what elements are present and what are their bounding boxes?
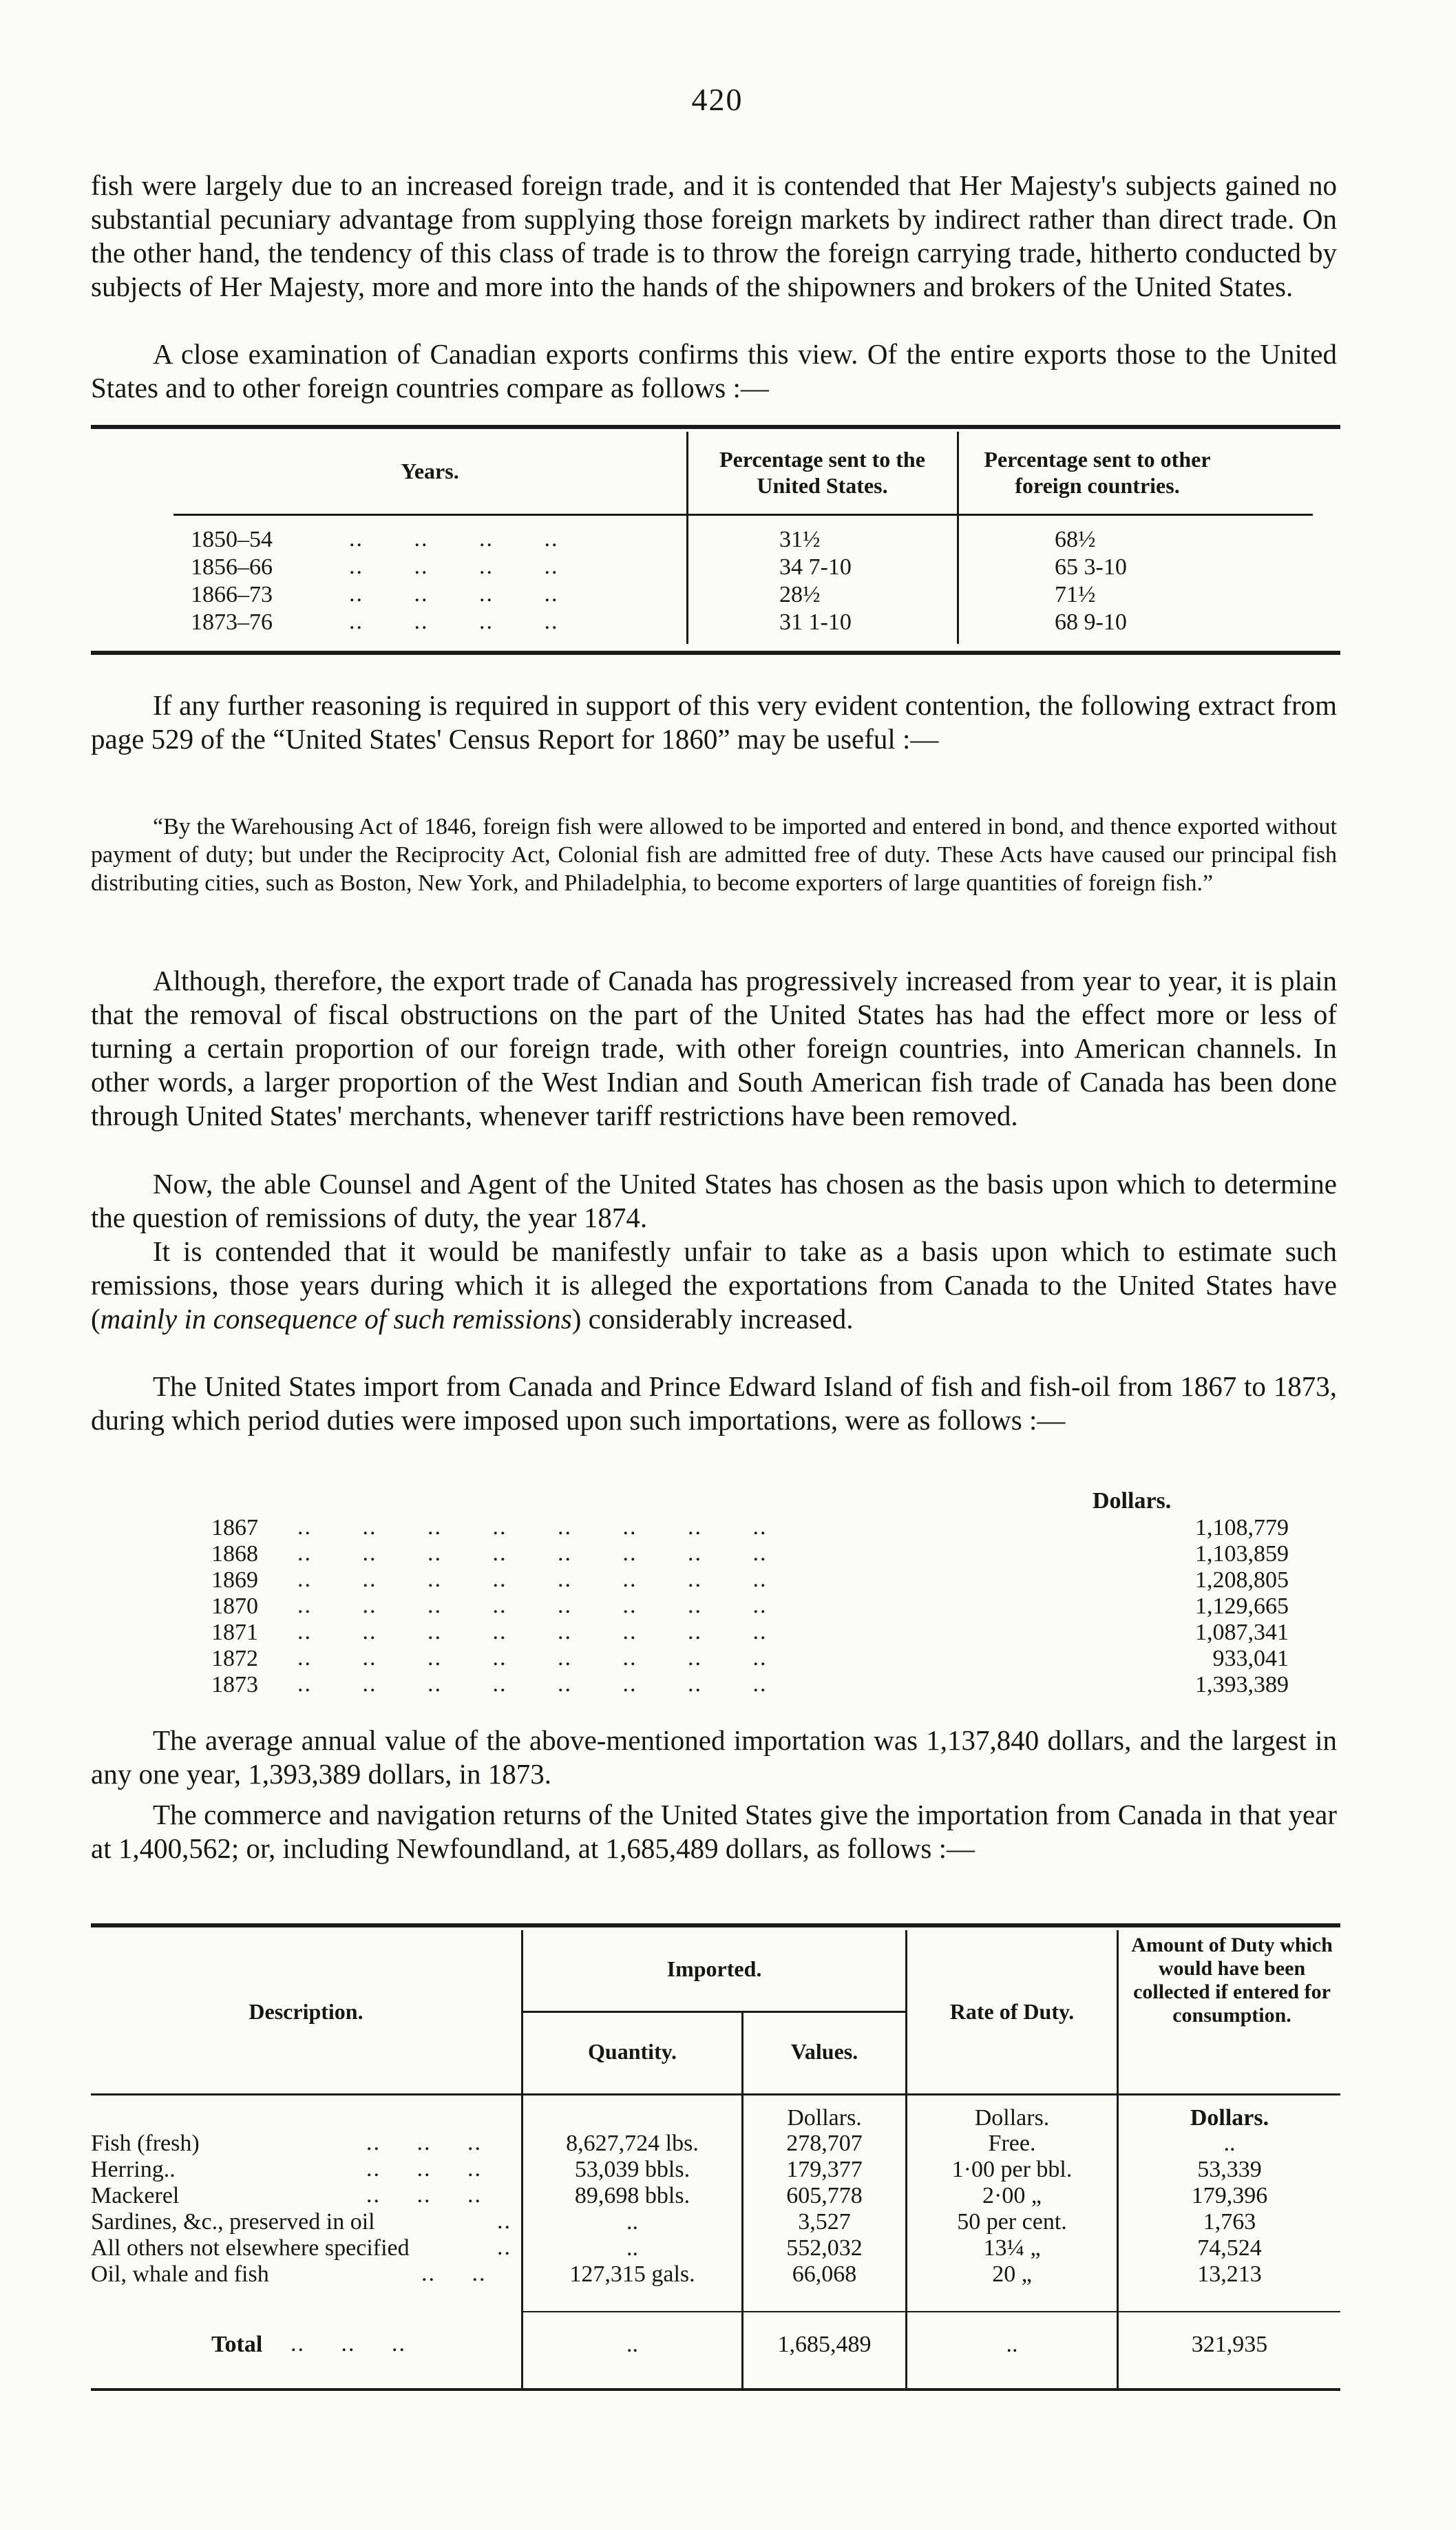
table1-other: 71½ — [1055, 582, 1096, 607]
table3-imported-rule — [523, 2011, 905, 2013]
table1-other: 65 3-10 — [1055, 554, 1127, 580]
table3-values: 278,707 — [786, 2131, 863, 2156]
table3-header-rule — [91, 2093, 1340, 2095]
table1-years: 1856–66 — [191, 554, 273, 580]
table2-value: 1,393,389 — [1195, 1672, 1289, 1697]
table3-description: Herring.. — [91, 2157, 176, 2182]
table3-total-quantity: .. — [626, 2332, 638, 2357]
table1-years: 1850–54 — [191, 527, 273, 552]
table3-rate: 1·00 per bbl. — [951, 2157, 1073, 2182]
table2-year: 1870 — [211, 1593, 258, 1619]
italic-phrase: mainly in consequence of such remissions — [100, 1303, 572, 1335]
table2-value: 1,108,779 — [1195, 1515, 1289, 1540]
paragraph-7: The United States import from Canada and Prince Edward Island of fish and fish-oil from 1867 to 1873, during which period duties were imposed upon such importations, were as follows :— — [91, 1370, 1337, 1436]
table3-quantity: .. — [626, 2235, 638, 2261]
table3-amount: 53,339 — [1197, 2157, 1262, 2182]
page-number: 420 — [691, 82, 743, 117]
table3-description: Sardines, &c., preserved in oil — [91, 2209, 375, 2235]
table3-description: All others not elsewhere specified — [91, 2235, 410, 2261]
table1-us: 34 7-10 — [779, 554, 852, 580]
table3-amount: .. — [1223, 2131, 1236, 2156]
table2-unit: Dollars. — [1093, 1488, 1172, 1514]
table3-rate: 2·00 „ — [982, 2183, 1042, 2208]
paragraph-5: Now, the able Counsel and Agent of the United States has chosen as the basis upon which to determine the question of remissions of duty, the year 1874. — [91, 1168, 1337, 1233]
table3-total-rate: .. — [1006, 2332, 1018, 2357]
table3-bottom-rule — [91, 2388, 1340, 2391]
paragraph-3: If any further reasoning is required in support of this very evident contention, the following extract from page 529 of the “United States' Census Report for 1860” may be useful :— — [91, 689, 1337, 755]
table3-description: Mackerel — [91, 2183, 180, 2208]
table3-quantity: .. — [626, 2209, 638, 2235]
table3-rate: 50 per cent. — [957, 2209, 1067, 2235]
table1-header-years: Years. — [401, 459, 459, 483]
paragraph-6: It is contended that it would be manifestly unfair to take as a basis upon which to estimate such remissions, those years during which it is alleged the exportations from Canada to the United States have (mainly in consequence of such remissions) considerably increased. — [91, 1235, 1337, 1335]
table1-divider-1 — [686, 432, 688, 644]
table3-description: Oil, whale and fish — [91, 2261, 269, 2287]
table3-amount: 1,763 — [1203, 2209, 1256, 2235]
table1-years: 1866–73 — [191, 582, 273, 607]
table3-total-rule — [523, 2311, 1340, 2312]
table2-year: 1873 — [211, 1672, 258, 1697]
table3-quantity: 53,039 bbls. — [574, 2157, 690, 2182]
table3-values: 179,377 — [786, 2157, 863, 2182]
table2-value: 1,129,665 — [1195, 1593, 1289, 1619]
table1-divider-2 — [957, 432, 959, 644]
table2-year: 1867 — [211, 1515, 258, 1540]
table3-top-rule — [91, 1923, 1340, 1927]
table3-values: 3,527 — [798, 2209, 851, 2235]
table3-description: Fish (fresh) — [91, 2131, 200, 2156]
table3-total-label: Total — [211, 2332, 263, 2357]
table3-values: 605,778 — [786, 2183, 863, 2208]
table3-rate: Free. — [988, 2131, 1036, 2156]
table1-header-us: Percentage sent to the United States. — [719, 447, 925, 498]
table2-year: 1868 — [211, 1541, 258, 1567]
table1-other: 68 9-10 — [1055, 609, 1127, 635]
table2-year: 1872 — [211, 1646, 258, 1671]
table1-top-rule — [91, 425, 1340, 429]
table1-years: 1873–76 — [191, 609, 273, 635]
table3-unit-rate: Dollars. — [974, 2105, 1050, 2131]
document-page: 420 fish were largely due to an increased foreign trade, and it is contended that Her Majesty's subjects gained no substantial pecuniary advantage from supplying those foreign markets by indirect rather than direct trade. On the other hand, the tendency of this class of trade is to throw the foreign carrying trade, hitherto conducted by subjects of Her Majesty, more and more into the hands of the shipowners and brokers of the United States. A close examination of Canadian exports confirms this view. Of the entire exports those to the United States and to other foreign countries compare as follows :— Years. Percentage sent to the United States. Percentage sent to other foreign countries. 1850–54 .. .. .. .. 31½ 68½ 1856–66 .. .. .. .. 34 7-10 65 3-10 1866–73 .. .. .. .. 28½ 71½ 1873–76 .. .. .. .. 31 1-10 68 9-10 If any further reasoning is required in support of this very evident contention, the following extract from page 529 of the “United States' Census Report for 1860” may be useful :— “By the Warehousing Act of 1846, foreign fish were allowed to be imported and entered in bond, and thence exported without payment of duty; but under the Reciprocity Act, Colonial fish are admitted free of duty. These Acts have caused our principal fish distributing cities, such as Boston, New York, and Philadelphia, to become exporters of large quantities of foreign fish.” Although, therefore, the export trade of Canada has progressively increased from year to year, it is plain that the removal of fiscal obstructions on the part of the United States has had the effect more or less of turning a certain proportion of our foreign trade, with other foreign countries, into American channels. In other words, a larger proportion of the West Indian and South American fish trade of Canada has been done through United States' merchants, whenever tariff restrictions have been removed. Now, the able Counsel and Agent of the United States has chosen as the basis upon which to determine the question of remissions of duty, the year 1874. It is contended that it would be manifestly unfair to take as a basis upon which to estimate such remissions, those years during which it is alleged the exportations from Canada to the United States have (mainly in consequence of such remissions) considerably increased. The United States import from Canada and Prince Edward Island of fish and fish-oil from 1867 to 1873, during which period duties were imposed upon such importations, were as follows :— Dollars. 1867 .. .. .. .. .. .. .. .. 1,108,779 1868 .. .. .. .. .. .. .. .. 1,103,859 1869 .. .. .. .. .. .. .. .. 1,208,805 1870 .. .. .. .. .. .. .. .. 1,129,665 1871 .. .. .. .. .. .. .. .. 1,087,341 1872 .. .. .. .. .. .. .. .. 933,041 1873 .. .. .. .. .. .. .. .. 1,393,389 The average annual value of the above-mentioned importation was 1,137,840 dollars, and the largest in any one year, 1,393,389 dollars, in 1873. The commerce and navigation returns of the United States give the importation from Canada in that year at 1,400,562; or, including Newfoundland, at 1,685,489 dollars, as follows :— Description. Imported. Quantity. Values. Rate of Duty. Amount of Duty which would have been collected if entered for consumption. Dollars. Dollars. Dollars. Fish (fresh) .. .. .. 8,627,724 lbs. 278,707 Free. .. Herring.. .. .. .. 53,039 bbls. 179,377 1·00 per bbl. 53,339 Mackerel .. .. .. 89,698 bbls. 605,778 2·00 „ 179,396 Sardines, &c., preserved in oil .. .. 3,527 50 per cent. 1,763 All others not elsewhere specified .. .. 552,032 13¼ „ 74,524 Oil, whale and fish .. .. 127,315 gals. 66,068 20 „ 13,213 Total .. .. .. .. 1,685,489 .. 321,935 — [91, 0, 1344, 2530]
table3-values: 66,068 — [792, 2261, 857, 2287]
table3-unit-amount: Dollars. — [1190, 2105, 1269, 2131]
table3-rate: 13¼ „ — [983, 2235, 1041, 2261]
paragraph-9: The commerce and navigation returns of the United States give the importation from Canada in that year at 1,400,562; or, including Newfoundland, at 1,685,489 dollars, as follows :— — [91, 1799, 1337, 1864]
table2-value: 1,087,341 — [1195, 1620, 1289, 1645]
table3-amount: 179,396 — [1191, 2183, 1268, 2208]
table2-year: 1871 — [211, 1620, 258, 1645]
table2-value: 933,041 — [1212, 1646, 1289, 1671]
table1-bottom-rule — [91, 651, 1340, 655]
table3-header-amount: Amount of Duty which would have been collected if entered for consumption. — [1131, 1934, 1333, 2027]
table3-header-imported: Imported. — [666, 1956, 762, 1981]
table3-unit-values: Dollars. — [787, 2105, 862, 2131]
table1-us: 31½ — [779, 527, 821, 552]
table3-header-quantity: Quantity. — [588, 2039, 677, 2064]
table1-us: 28½ — [779, 582, 821, 607]
table3-quantity: 127,315 gals. — [569, 2261, 695, 2287]
paragraph-8: The average annual value of the above-mentioned importation was 1,137,840 dollars, and the largest in any one year, 1,393,389 dollars, in 1873. — [91, 1724, 1337, 1790]
table2-year: 1869 — [211, 1567, 258, 1593]
table3-total-values: 1,685,489 — [777, 2332, 872, 2357]
table3-total-amount: 321,935 — [1191, 2332, 1268, 2357]
paragraph-4: Although, therefore, the export trade of Canada has progressively increased from year to year, it is plain that the removal of fiscal obstructions on the part of the United States has had the effect more or less of turning a certain proportion of our foreign trade, with other foreign countries, into American channels. In other words, a larger proportion of the West Indian and South American fish trade of Canada has been done through United States' merchants, whenever tariff restrictions have been removed. — [91, 965, 1337, 1131]
table3-amount: 74,524 — [1197, 2235, 1262, 2261]
table3-header-description: Description. — [249, 1999, 363, 2024]
table1-header-rule — [173, 514, 1313, 516]
table3-values: 552,032 — [786, 2235, 863, 2261]
census-quote: “By the Warehousing Act of 1846, foreign fish were allowed to be imported and entered in bond, and thence exported without payment of duty; but under the Reciprocity Act, Colonial fish are admitted free of duty. These Acts have caused our principal fish distributing cities, such as Boston, New York, and Philadelphia, to become exporters of large quantities of foreign fish.” — [91, 814, 1337, 896]
table1-other: 68½ — [1055, 527, 1096, 552]
table3-quantity: 8,627,724 lbs. — [566, 2131, 699, 2156]
paragraph-1: fish were largely due to an increased foreign trade, and it is contended that Her Majesty's subjects gained no substantial pecuniary advantage from supplying those foreign markets by indirect rather than direct trade. On the other hand, the tendency of this class of trade is to throw the foreign carrying trade, hitherto conducted by subjects of Her Majesty, more and more into the hands of the shipowners and brokers of the United States. — [91, 169, 1337, 302]
table3-quantity: 89,698 bbls. — [574, 2183, 690, 2208]
paragraph-2: A close examination of Canadian exports confirms this view. Of the entire exports those to the United States and to other foreign countries compare as follows :— — [91, 338, 1337, 404]
table3-header-values: Values. — [790, 2039, 858, 2064]
table3-rate: 20 „ — [992, 2261, 1032, 2287]
table1-header-other: Percentage sent to other foreign countries. — [984, 447, 1211, 498]
table3-header-rate: Rate of Duty. — [949, 1999, 1075, 2024]
table1-us: 31 1-10 — [779, 609, 852, 635]
table2-value: 1,103,859 — [1195, 1541, 1289, 1567]
table3-amount: 13,213 — [1197, 2261, 1262, 2287]
table2-value: 1,208,805 — [1195, 1567, 1289, 1593]
